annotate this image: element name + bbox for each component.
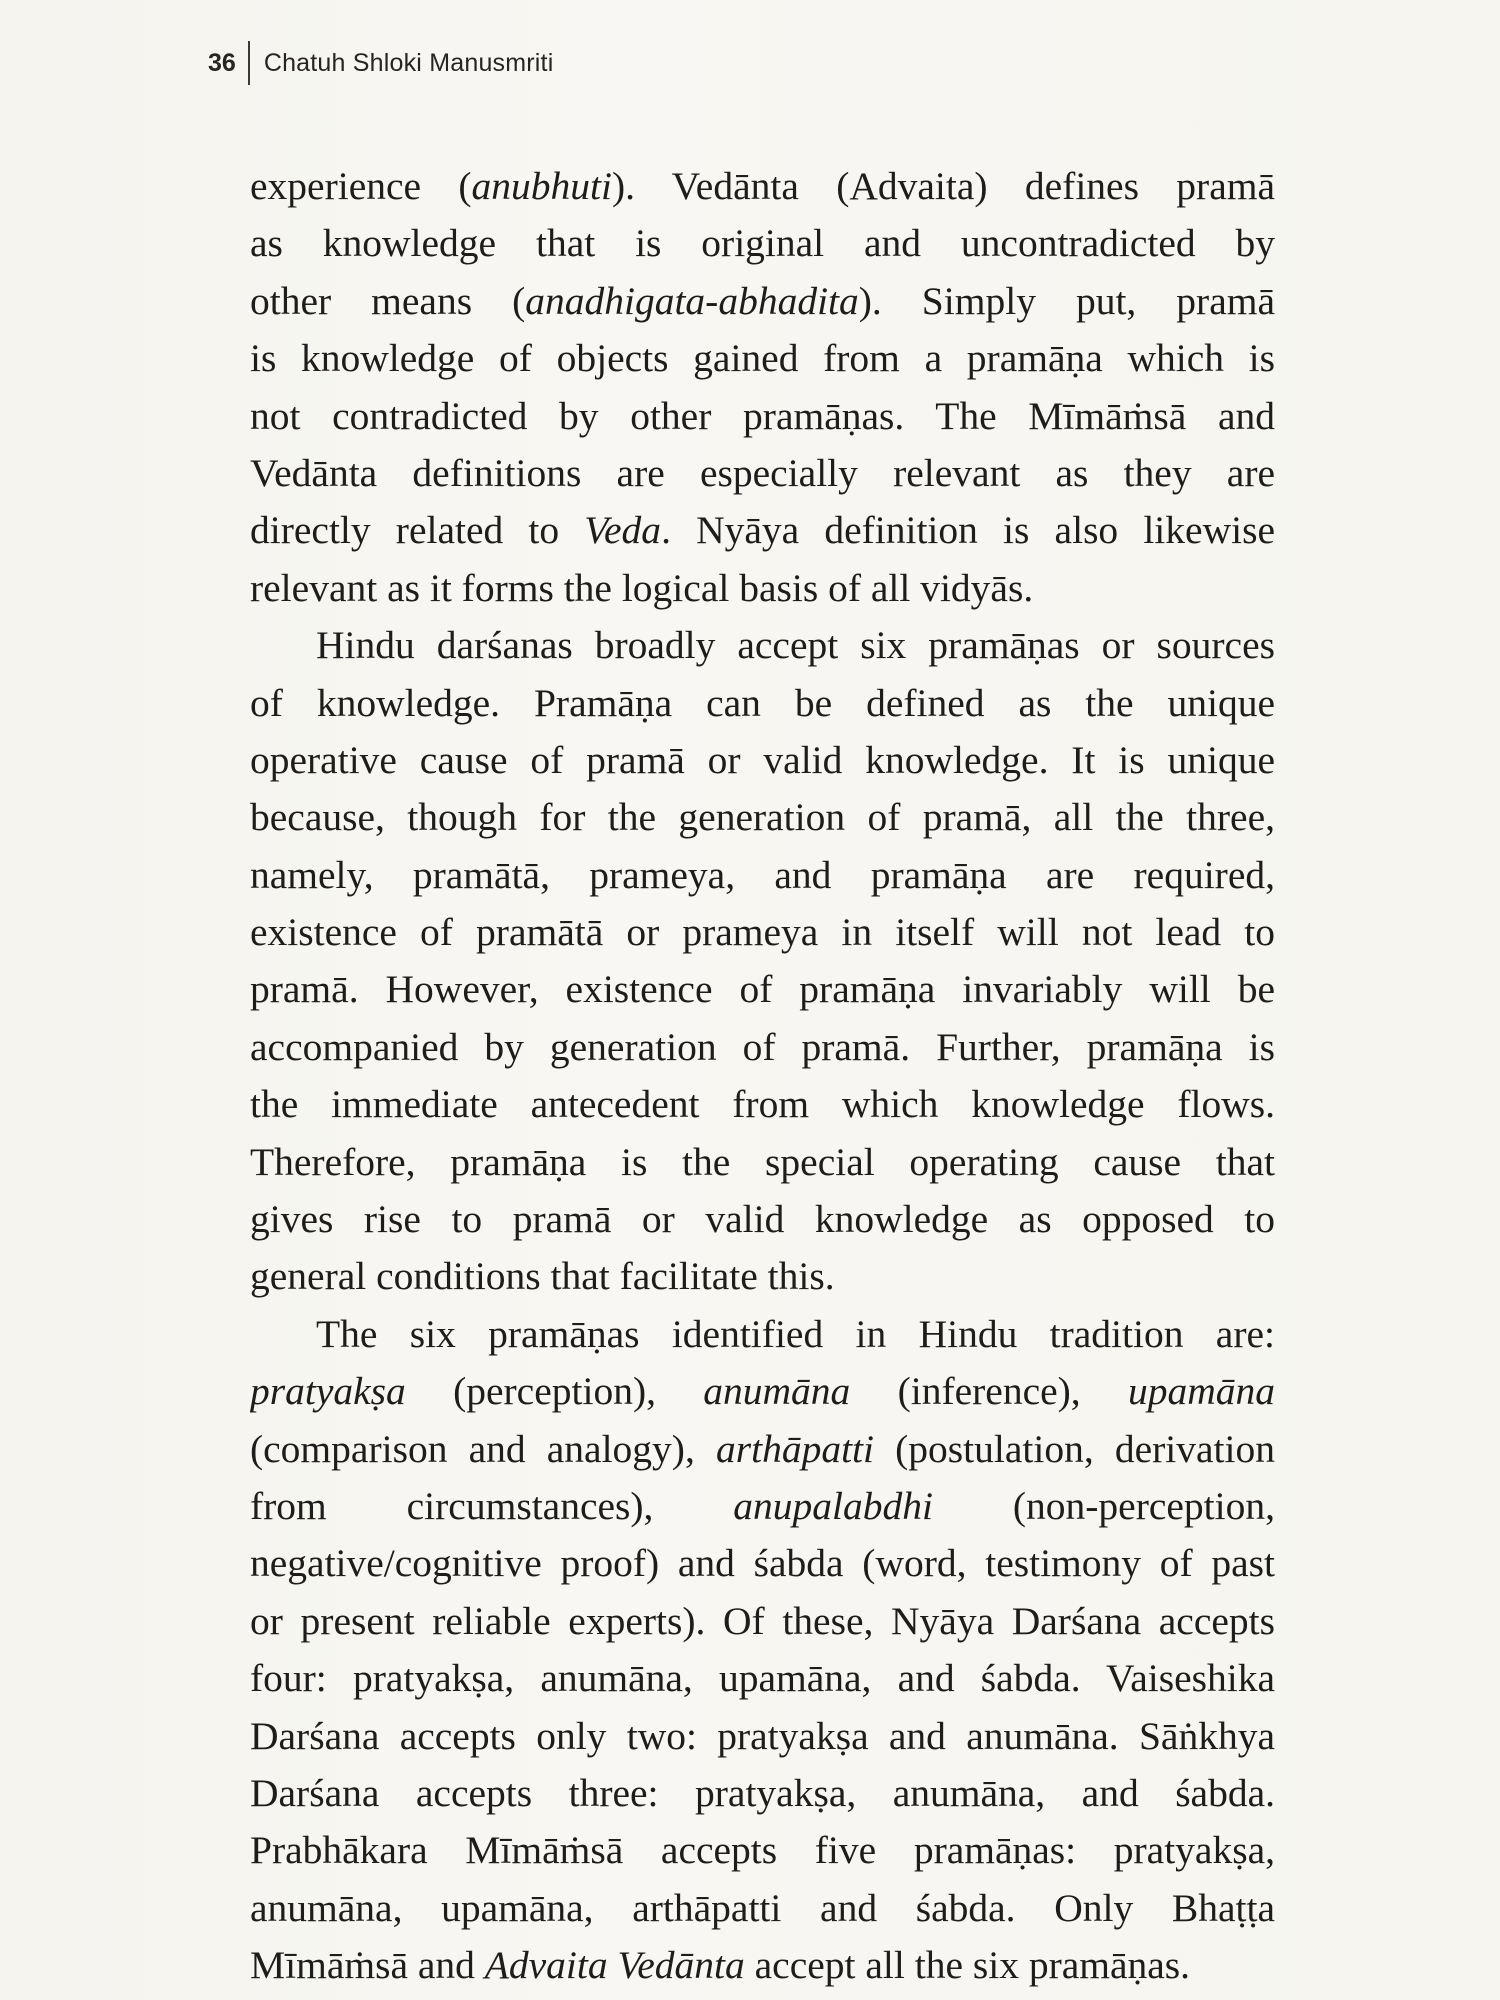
text-line [250, 1019, 1275, 1076]
text-run: accept all the six pramāṇas. [744, 1943, 1191, 1988]
text-line [250, 215, 1275, 272]
text-run: namely, pramātā, prameya, and pramāṇa are required, [250, 852, 1275, 897]
text-run: other means ( [250, 278, 526, 323]
italic-term: anumāna [703, 1369, 851, 1414]
text-line [250, 675, 1275, 732]
text-line [250, 1650, 1275, 1707]
text-run: Therefore, pramāṇa is the special operating cause that [250, 1139, 1275, 1184]
italic-term: Veda [584, 508, 662, 553]
text-line [250, 1248, 1275, 1305]
page-number: 36 [208, 48, 236, 77]
text-run: operative cause of pramā or valid knowledge. It is unique [250, 737, 1275, 782]
header-divider [248, 41, 250, 85]
text-run: . Nyāya definition is also likewise [661, 508, 1275, 553]
text-line [250, 732, 1275, 789]
text-run: accompanied by generation of pramā. Further, pramāṇa is [250, 1024, 1275, 1069]
italic-term: anubhuti [471, 164, 612, 208]
text-run: existence of pramātā or prameya in itself will not lead to [250, 910, 1275, 955]
text-run: Darśana accepts only two: pratyakṣa and anumāna. Sāṅkhya [250, 1713, 1275, 1758]
text-run: as knowledge that is original and uncontradicted by [250, 221, 1275, 266]
text-line [250, 789, 1275, 846]
text-line [250, 904, 1275, 961]
text-line [250, 1765, 1275, 1822]
text-line [250, 1306, 1275, 1363]
text-run: from circumstances), [250, 1483, 734, 1528]
text-run: because, though for the generation of pramā, all the three, [250, 795, 1275, 840]
text-line [250, 560, 1275, 617]
text-line [250, 961, 1275, 1018]
text-run: (inference), [850, 1369, 1128, 1414]
text-run: relevant as it forms the logical basis of all vidyās. [250, 565, 1034, 610]
text-line [250, 502, 1275, 559]
text-line [250, 1363, 1275, 1420]
text-line [250, 847, 1275, 904]
text-line [250, 1535, 1275, 1592]
text-run: gives rise to pramā or valid knowledge as opposed to [250, 1197, 1275, 1242]
text-line [250, 330, 1275, 387]
text-run: not contradicted by other pramāṇas. The Mīmāṁsā and [250, 393, 1275, 438]
body-text [250, 158, 1275, 1995]
text-run: experience ( [250, 164, 472, 208]
text-line [250, 1076, 1275, 1133]
text-run: ). Simply put, pramā [858, 278, 1275, 323]
text-line [250, 1880, 1275, 1937]
text-line [250, 388, 1275, 445]
text-run: (perception), [405, 1369, 704, 1414]
text-run: negative/cognitive proof) and śabda (word, testimony of past [250, 1541, 1275, 1586]
text-run: is knowledge of objects gained from a pramāṇa which is [250, 336, 1275, 381]
text-line [250, 1593, 1275, 1650]
text-run: Prabhākara Mīmāṁsā accepts five pramāṇas: pratyakṣa, [250, 1828, 1275, 1873]
text-run: four: pratyakṣa, anumāna, upamāna, and śabda. Vaiseshika [250, 1656, 1275, 1701]
running-head [208, 38, 553, 88]
text-run: Darśana accepts three: pratyakṣa, anumāna, and śabda. [250, 1770, 1275, 1815]
italic-term: upamāna [1127, 1369, 1275, 1414]
text-run: the immediate antecedent from which knowledge flows. [250, 1082, 1275, 1127]
text-run: (non-perception, [932, 1483, 1275, 1528]
italic-term: anadhigata-abhadita [525, 278, 859, 323]
text-line [250, 1822, 1275, 1879]
text-line [250, 1421, 1275, 1478]
text-run: general conditions that facilitate this. [250, 1254, 835, 1299]
text-run: Hindu darśanas broadly accept six pramāṇas or sources [316, 623, 1275, 668]
text-line [250, 1708, 1275, 1765]
text-run: Mīmāṁsā and [250, 1943, 485, 1988]
text-run: anumāna, upamāna, arthāpatti and śabda. Only Bhaṭṭa [250, 1885, 1275, 1930]
text-run: pramā. However, existence of pramāṇa invariably will be [250, 967, 1275, 1012]
text-run: Vedānta definitions are especially relevant as they are [250, 450, 1275, 495]
text-run: or present reliable experts). Of these, Nyāya Darśana accepts [250, 1598, 1275, 1643]
text-run: of knowledge. Pramāṇa can be defined as the unique [250, 680, 1275, 725]
text-run: (comparison and analogy), [250, 1426, 716, 1471]
text-run: ). Vedānta (Advaita) defines pramā [612, 164, 1275, 208]
italic-term: anupalabdhi [733, 1483, 933, 1528]
text-line [250, 1478, 1275, 1535]
text-line [250, 1937, 1275, 1994]
italic-term: pratyakṣa [250, 1369, 406, 1414]
text-line [250, 1191, 1275, 1248]
text-line [250, 445, 1275, 502]
text-run: directly related to [250, 508, 585, 553]
text-line [250, 1134, 1275, 1191]
text-line [250, 617, 1275, 674]
book-title: Chatuh Shloki Manusmriti [263, 48, 554, 77]
text-run: (postulation, derivation [874, 1426, 1275, 1471]
text-line [250, 273, 1275, 330]
text-line [250, 158, 1275, 215]
italic-term: Advaita Vedānta [484, 1943, 745, 1988]
text-run: The six pramāṇas identified in Hindu tradition are: [316, 1311, 1275, 1356]
italic-term: arthāpatti [715, 1426, 874, 1471]
